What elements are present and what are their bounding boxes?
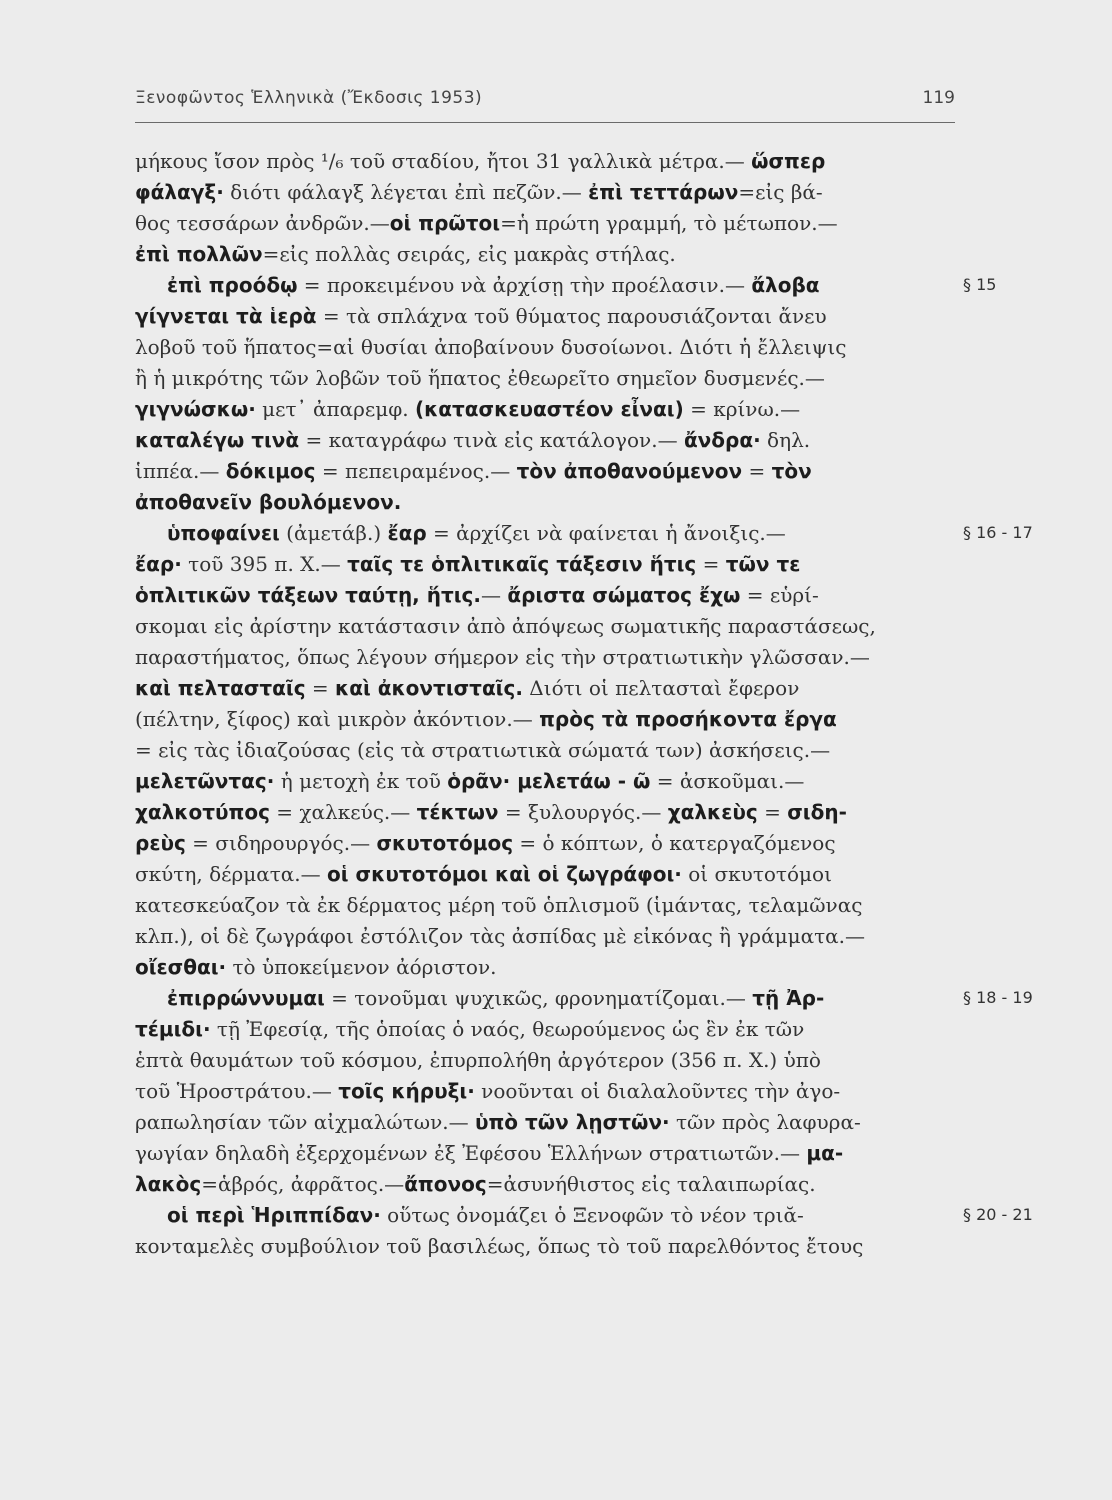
lemma-term: πρὸς τὰ προσήκοντα ἔργα (539, 707, 837, 731)
lemma-term: (κατασκευαστέον εἶναι) (414, 397, 684, 421)
gloss-text: τὸ ὑποκείμενον ἀόριστον. (226, 955, 497, 979)
text-line (135, 208, 955, 239)
page-number: 119 (922, 88, 955, 108)
gloss-text: =ἀσυνήθιστος εἰς ταλαιπωρίας. (486, 1172, 816, 1196)
lemma-term: χαλκεὺς (667, 800, 758, 824)
gloss-text: = καταγράφω τινὰ εἰς κατάλογον.— (299, 428, 684, 452)
gloss-text: = (305, 676, 336, 700)
lemma-term: λακὸς (135, 1172, 202, 1196)
text-line (135, 890, 955, 921)
gloss-text: = κρίνω.— (683, 397, 801, 421)
text-line (135, 580, 955, 611)
lemma-term: ὁρᾶν· μελετάω - ῶ (447, 769, 651, 793)
gloss-text: = (696, 552, 726, 576)
lemma-term: γιγνώσκω· (135, 397, 256, 421)
lemma-term: ἐπὶ πολλῶν (135, 242, 263, 266)
lemma-term: ὑποφαίνει (167, 521, 280, 545)
lemma-term: οἱ πρῶτοι (389, 211, 501, 235)
gloss-text: παραστήματος, ὅπως λέγουν σήμερον εἰς τὴν στρατιωτικὴν γλῶσσαν.— (135, 645, 870, 669)
lemma-term: καὶ ἀκοντισταῖς. (335, 676, 523, 700)
lemma-term: σκυτοτόμος (376, 831, 514, 855)
gloss-text: ραπωλησίαν τῶν αἰχμαλώτων.— (135, 1110, 475, 1134)
gloss-text: (πέλτην, ξίφος) καὶ μικρὸν ἀκόντιον.— (135, 707, 540, 731)
text-line (135, 1045, 955, 1076)
text-line (135, 1169, 955, 1200)
lemma-term: τῇ Ἀρ- (752, 986, 825, 1010)
lemma-term: ἔαρ (387, 521, 427, 545)
text-line (135, 611, 955, 642)
text-line (135, 642, 955, 673)
gloss-text: = (742, 459, 772, 483)
lemma-term: τῶν τε (725, 552, 801, 576)
gloss-text: = ἀρχίζει νὰ φαίνεται ἡ ἄνοιξις.— (426, 521, 786, 545)
text-line (135, 735, 955, 766)
gloss-text: διότι φάλαγξ λέγεται ἐπὶ πεζῶν.— (223, 180, 589, 204)
section-marker: § 15 (963, 275, 997, 294)
lemma-term: φάλαγξ· (135, 180, 224, 204)
gloss-text: λοβοῦ τοῦ ἥπατος=αἱ θυσίαι ἀποβαίνουν δυσοίωνοι. Διότι ἡ ἔλλειψις (135, 335, 847, 359)
gloss-text: = προκειμένου νὰ ἀρχίσῃ τὴν προέλασιν.— (297, 273, 752, 297)
lemma-term: ὑπὸ τῶν λῃστῶν· (474, 1110, 670, 1134)
gloss-text: σκύτη, δέρματα.— (135, 862, 328, 886)
lemma-term: δόκιμος (225, 459, 316, 483)
text-line (135, 363, 955, 394)
gloss-text: = σιδηρουργός.— (185, 831, 377, 855)
gloss-text: (ἀμετάβ.) (279, 521, 388, 545)
lemma-term: γίγνεται τὰ ἱερὰ (135, 304, 317, 328)
gloss-text: οὕτως ὀνομάζει ὁ Ξενοφῶν τὸ νέον τριᾰ- (380, 1203, 804, 1227)
lemma-term: ἔαρ· (135, 552, 182, 576)
gloss-text: = τονοῦμαι ψυχικῶς, φρονηματίζομαι.— (324, 986, 753, 1010)
lemma-term: οἴεσθαι· (135, 955, 227, 979)
text-line (135, 797, 955, 828)
gloss-text: = χαλκεύς.— (269, 800, 417, 824)
text-line (135, 487, 955, 518)
gloss-text: = εὑρί- (740, 583, 819, 607)
gloss-text: γωγίαν δηλαδὴ ἐξερχομένων ἐξ Ἐφέσου Ἑλλήνων στρατιωτῶν.— (135, 1141, 807, 1165)
header-rule (135, 122, 955, 123)
gloss-text: = εἰς τὰς ἰδιαζούσας (εἰς τὰ στρατιωτικὰ σώματά των) ἀσκήσεις.— (135, 738, 831, 762)
text-line (135, 828, 955, 859)
gloss-text: τοῦ 395 π. Χ.— (181, 552, 348, 576)
gloss-text: δηλ. (760, 428, 811, 452)
lemma-term: ἄπονος (404, 1172, 487, 1196)
lemma-term: ἄλοβα (751, 273, 820, 297)
gloss-text: =ἡ πρώτη γραμμή, τὸ μέτωπον.— (500, 211, 838, 235)
gloss-text: μετ᾽ ἀπαρεμφ. (255, 397, 415, 421)
gloss-text: οἱ σκυτοτόμοι (681, 862, 832, 886)
lemma-term: τέμιδι· (135, 1017, 211, 1041)
lemma-term: τοῖς κήρυξι· (338, 1079, 475, 1103)
gloss-text: = (757, 800, 788, 824)
text-line (135, 549, 955, 580)
text-line (135, 239, 955, 270)
gloss-text: — (481, 583, 508, 607)
section-marker: § 16 - 17 (963, 523, 1033, 542)
gloss-text: = τὰ σπλάχνα τοῦ θύματος παρουσιάζονται ἄνευ (316, 304, 827, 328)
gloss-text: σκομαι εἰς ἀρίστην κατάστασιν ἀπὸ ἀπόψεως σωματικῆς παραστάσεως, (135, 614, 876, 638)
text-line (135, 146, 955, 177)
gloss-text: τοῦ Ἡροστράτου.— (135, 1079, 339, 1103)
text-line (135, 394, 955, 425)
text-line (135, 766, 955, 797)
lemma-term: μα- (806, 1141, 844, 1165)
lemma-term: ὥσπερ (751, 149, 826, 173)
text-line (135, 983, 955, 1014)
lemma-term: καταλέγω τινὰ (135, 428, 300, 452)
gloss-text: =εἰς βά- (738, 180, 823, 204)
lemma-term: ἐπιρρώννυμαι (167, 986, 325, 1010)
text-line (135, 518, 955, 549)
text-line (135, 456, 955, 487)
gloss-text: = πεπειραμένος.— (315, 459, 517, 483)
gloss-text: θος τεσσάρων ἀνδρῶν.— (135, 211, 390, 235)
gloss-text: τῇ Ἐφεσίᾳ, τῆς ὁποίας ὁ ναός, θεωρούμενος ὡς ἓν ἐκ τῶν (210, 1017, 805, 1041)
gloss-text: = ἀσκοῦμαι.— (650, 769, 805, 793)
gloss-text: τῶν πρὸς λαφυρα- (669, 1110, 861, 1134)
lemma-term: καὶ πελτασταῖς (135, 676, 306, 700)
lemma-term: τέκτων (416, 800, 499, 824)
lemma-term: οἱ περὶ Ἡριππίδαν· (167, 1203, 381, 1227)
text-line (135, 1076, 955, 1107)
text-line (135, 425, 955, 456)
text-line (135, 270, 955, 301)
lemma-term: χαλκοτύπος (135, 800, 270, 824)
running-header (135, 88, 955, 118)
lemma-term: ταῖς τε ὁπλιτικαῖς τάξεσιν ἥτις (347, 552, 697, 576)
text-line (135, 952, 955, 983)
text-line (135, 921, 955, 952)
text-line (135, 704, 955, 735)
text-line (135, 1014, 955, 1045)
gloss-text: ἢ ἡ μικρότης τῶν λοβῶν τοῦ ἥπατος ἐθεωρεῖτο σημεῖον δυσμενές.— (135, 366, 825, 390)
gloss-text: νοοῦνται οἱ διαλαλοῦντες τὴν ἀγο- (474, 1079, 841, 1103)
text-line (135, 1107, 955, 1138)
gloss-text: κονταμελὲς συμβούλιον τοῦ βασιλέως, ὅπως τὸ τοῦ παρελθόντος ἔτους (135, 1234, 864, 1258)
text-line (135, 1200, 955, 1231)
running-title: Ξενοφῶντος Ἑλληνικὰ (Ἔκδοσις 1953) (135, 88, 483, 108)
lemma-term: οἱ σκυτοτόμοι καὶ οἱ ζωγράφοι· (327, 862, 682, 886)
gloss-text: = ὁ κόπτων, ὁ κατεργαζόμενος (513, 831, 836, 855)
text-line (135, 859, 955, 890)
lemma-term: τὸν (771, 459, 812, 483)
text-line (135, 673, 955, 704)
lemma-term: ἄριστα σώματος ἔχω (507, 583, 741, 607)
lemma-term: ρεὺς (135, 831, 186, 855)
lemma-term: σιδη- (787, 800, 847, 824)
gloss-text: κατεσκεύαζον τὰ ἐκ δέρματος μέρη τοῦ ὁπλισμοῦ (ἱμάντας, τελαμῶνας (135, 893, 863, 917)
lemma-term: ἐπὶ τεττάρων (588, 180, 739, 204)
gloss-text: =εἰς πολλὰς σειράς, εἰς μακρὰς στήλας. (262, 242, 676, 266)
lemma-term: ἐπὶ προόδῳ (167, 273, 298, 297)
lemma-term: ἀποθανεῖν βουλόμενον. (135, 490, 402, 514)
text-body (135, 146, 955, 1262)
text-line (135, 177, 955, 208)
text-line (135, 332, 955, 363)
lemma-term: ὁπλιτικῶν τάξεων ταύτῃ, ἥτις. (135, 583, 481, 607)
lemma-term: μελετῶντας· (135, 769, 275, 793)
section-marker: § 18 - 19 (963, 988, 1033, 1007)
text-line (135, 1138, 955, 1169)
gloss-text: ἑπτὰ θαυμάτων τοῦ κόσμου, ἐπυρπολήθη ἀργότερον (356 π. Χ.) ὑπὸ (135, 1048, 821, 1072)
gloss-text: κλπ.), οἱ δὲ ζωγράφοι ἐστόλιζον τὰς ἀσπίδας μὲ εἰκόνας ἢ γράμματα.— (135, 924, 865, 948)
text-line (135, 301, 955, 332)
gloss-text: μήκους ἴσον πρὸς ¹/₆ τοῦ σταδίου, ἤτοι 31 γαλλικὰ μέτρα.— (135, 149, 752, 173)
text-line (135, 1231, 955, 1262)
gloss-text: ἡ μετοχὴ ἐκ τοῦ (274, 769, 448, 793)
gloss-text: =ἁβρός, ἀφρᾶτος.— (201, 1172, 405, 1196)
section-marker: § 20 - 21 (963, 1205, 1033, 1224)
gloss-text: ἱππέα.— (135, 459, 226, 483)
gloss-text: = ξυλουργός.— (498, 800, 668, 824)
gloss-text: Διότι οἱ πελτασταὶ ἔφερον (522, 676, 800, 700)
lemma-term: ἄνδρα· (683, 428, 761, 452)
lemma-term: τὸν ἀποθανούμενον (516, 459, 743, 483)
